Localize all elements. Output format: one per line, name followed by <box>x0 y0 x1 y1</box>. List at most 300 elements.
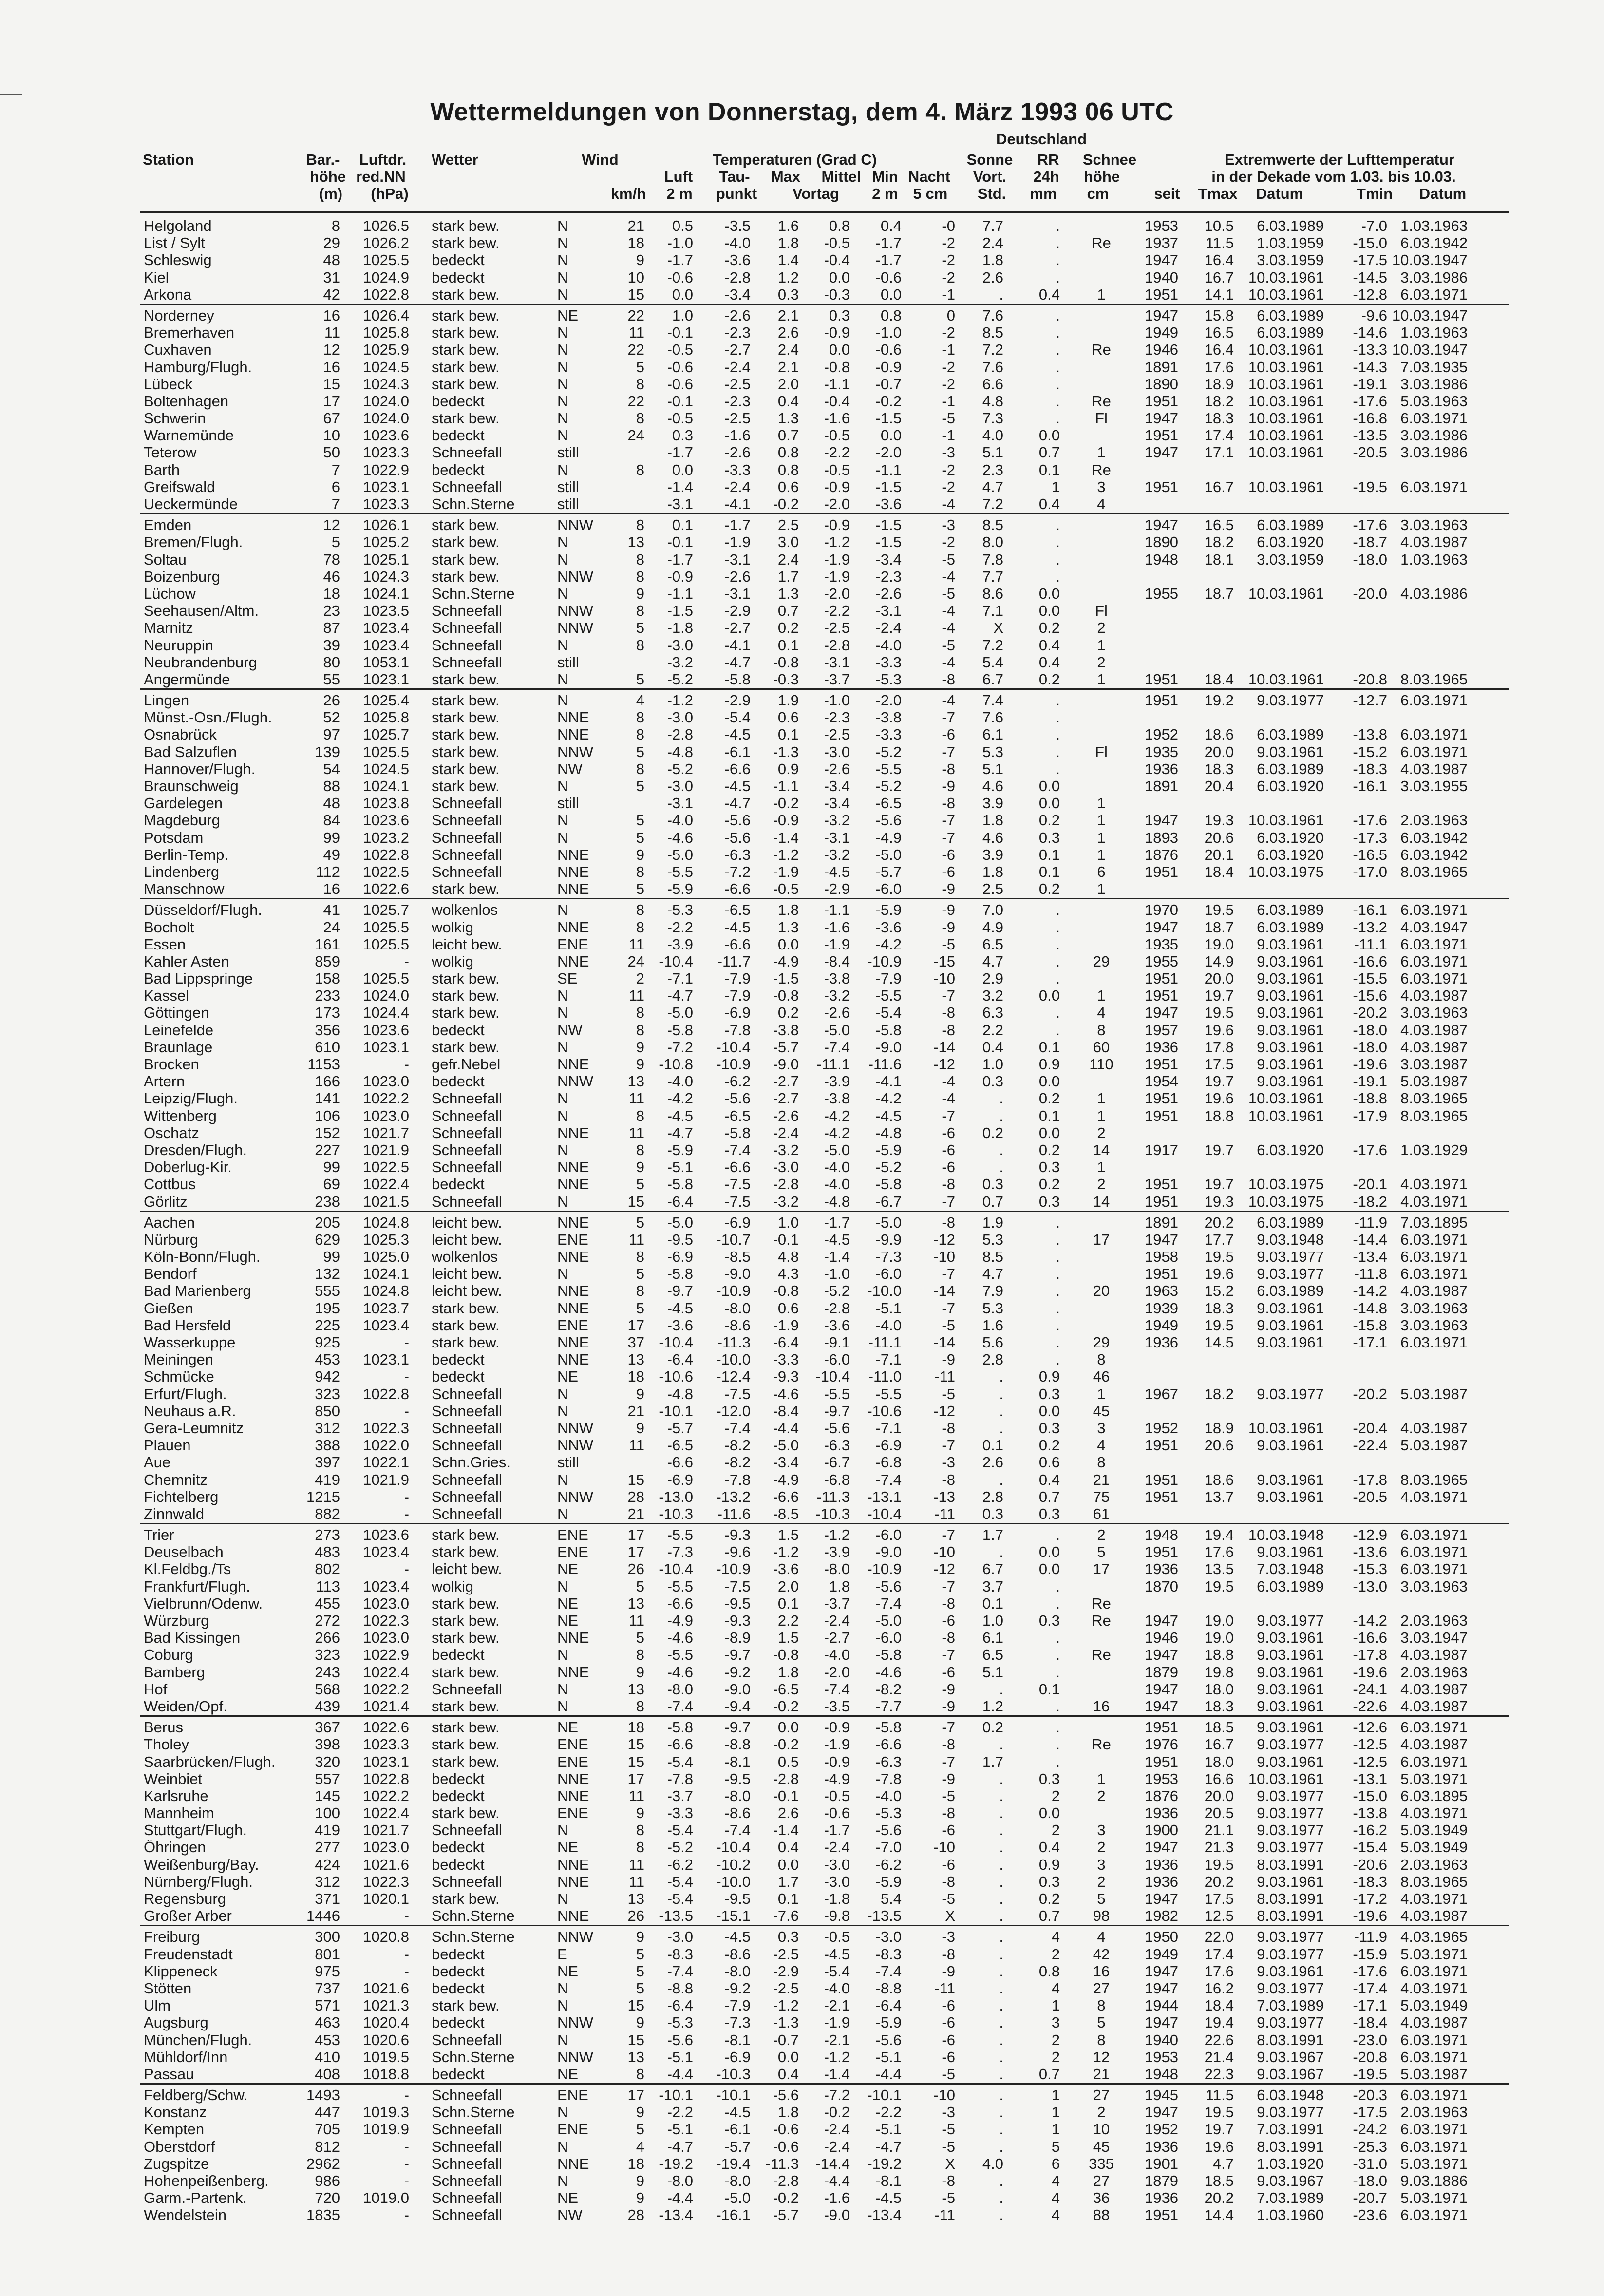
wind-direction: N <box>557 2031 568 2049</box>
table-row <box>140 426 1509 443</box>
wind-speed: 5 <box>636 1962 644 1980</box>
station-height: 882 <box>315 1505 340 1522</box>
header-sun-2: Vort. <box>973 168 1007 185</box>
sunshine: 4.8 <box>982 392 1003 410</box>
dew-point: -7.9 <box>724 970 751 987</box>
temp-air: -2.8 <box>667 726 693 743</box>
temp-min: -4.8 <box>875 1124 902 1141</box>
station-height: 24 <box>323 918 340 936</box>
sunshine: 2.2 <box>982 1021 1003 1039</box>
tmax-value: 21.1 <box>1204 1822 1234 1839</box>
temp-min: -4.4 <box>875 2065 902 2083</box>
pressure: 1022.8 <box>363 846 409 863</box>
temp-night: -10 <box>933 1839 955 1856</box>
sunshine: 4.7 <box>982 1265 1003 1283</box>
precipitation: 0.0 <box>1038 1402 1060 1420</box>
tmin-value: -20.2 <box>1353 1004 1387 1022</box>
tmin-date: 5.03.1949 <box>1400 1997 1468 2014</box>
precipitation: . <box>1056 306 1060 324</box>
wind-direction: ENE <box>557 1316 588 1334</box>
tmin-date: 4.03.1971 <box>1400 1193 1468 1210</box>
temp-air: -5.5 <box>667 1577 693 1595</box>
tmin-value: -23.6 <box>1353 2206 1387 2224</box>
temp-max: 0.9 <box>777 760 799 778</box>
dew-point: -4.0 <box>724 234 751 252</box>
tmin-date: 7.03.1895 <box>1400 1214 1468 1231</box>
station-height: 439 <box>315 1697 340 1715</box>
dew-point: -10.0 <box>716 1873 751 1890</box>
sunshine: 0.3 <box>982 1505 1003 1522</box>
tmin-date: 3.03.1947 <box>1400 1629 1468 1647</box>
tmin-date: 8.03.1965 <box>1400 1090 1468 1107</box>
temp-night: -7 <box>942 1299 955 1317</box>
weather-desc: Schneefall <box>432 1822 502 1839</box>
wind-direction: NNW <box>557 602 594 620</box>
dew-point: -2.4 <box>724 478 751 495</box>
precipitation: 4 <box>1051 2206 1060 2224</box>
tmax-value: 19.2 <box>1204 692 1234 709</box>
weather-desc: Schneefall <box>432 2206 502 2224</box>
wind-speed: 18 <box>627 1719 644 1736</box>
temp-max: 2.5 <box>777 516 799 534</box>
station-name: Brocken <box>144 1056 199 1073</box>
tmax-date: 9.03.1961 <box>1257 1488 1324 1505</box>
tmin-value: -17.1 <box>1353 1997 1387 2014</box>
temp-mean: -6.7 <box>824 1454 850 1471</box>
dew-point: -7.8 <box>724 1021 751 1039</box>
header-rr-2: 24h <box>1033 168 1059 185</box>
tmax-value: 11.5 <box>1205 2087 1234 2104</box>
tmax-value: 19.5 <box>1204 1316 1234 1334</box>
precipitation: . <box>1056 1334 1060 1351</box>
temp-max: 2.6 <box>777 1804 799 1822</box>
precipitation: . <box>1056 1214 1060 1231</box>
tmin-date: 6.03.1971 <box>1400 2087 1468 2104</box>
temp-min: -3.6 <box>875 495 902 512</box>
station-name: Weißenburg/Bay. <box>144 1856 259 1873</box>
precipitation: 0.2 <box>1038 812 1060 829</box>
wind-direction: ENE <box>557 1231 588 1248</box>
temp-air: -5.0 <box>667 1214 693 1231</box>
temp-night: -9 <box>942 918 955 936</box>
temp-min: -4.1 <box>875 1073 902 1090</box>
temp-night: -8 <box>942 1419 955 1437</box>
wind-speed: 9 <box>636 251 644 269</box>
temp-min: -3.0 <box>875 1928 902 1946</box>
pressure: 1025.5 <box>363 743 409 760</box>
station-name: Teterow <box>144 444 197 461</box>
wind-direction: N <box>557 375 568 393</box>
station-name: Bamberg <box>144 1663 205 1681</box>
wind-direction: E <box>557 1945 567 1963</box>
tmax-value: 20.0 <box>1204 970 1234 987</box>
station-name: Würzburg <box>144 1612 209 1629</box>
station-name: Stuttgart/Flugh. <box>144 1822 247 1839</box>
table-row <box>140 1140 1509 1157</box>
since-year: 1947 <box>1145 918 1178 936</box>
tmin-value: -13.3 <box>1353 341 1387 359</box>
tmax-value: 19.0 <box>1204 935 1234 953</box>
pressure: 1020.4 <box>363 2014 409 2031</box>
since-year: 1951 <box>1145 2206 1178 2224</box>
temp-min: -5.9 <box>875 2014 902 2031</box>
wind-direction: NNW <box>557 568 594 585</box>
tmin-value: -15.6 <box>1353 987 1387 1005</box>
temp-night: -7 <box>942 1193 955 1210</box>
sunshine: . <box>999 1804 1003 1822</box>
temp-mean: -2.4 <box>824 2138 850 2155</box>
tmin-date: 6.03.1971 <box>1400 1560 1468 1578</box>
dew-point: -8.0 <box>724 1787 751 1804</box>
temp-air: -10.1 <box>659 1402 693 1420</box>
temp-mean: -4.8 <box>824 1193 850 1210</box>
tmax-value: 20.2 <box>1204 2189 1234 2207</box>
station-name: Meiningen <box>144 1351 214 1368</box>
temp-night: -2 <box>942 268 955 286</box>
station-name: Zinnwald <box>144 1505 205 1522</box>
wind-speed: 8 <box>636 568 644 585</box>
tmin-value: -17.6 <box>1353 1141 1387 1158</box>
table-row <box>140 233 1509 250</box>
precipitation: . <box>1056 1594 1060 1612</box>
wind-direction: N <box>557 217 568 234</box>
temp-mean: -5.5 <box>824 1385 850 1403</box>
wind-direction: N <box>557 251 568 269</box>
tmin-value: -20.5 <box>1353 1488 1387 1505</box>
tmin-value: -15.8 <box>1353 1316 1387 1334</box>
temp-min: -9.0 <box>875 1038 902 1056</box>
snow-depth: 8 <box>1097 1997 1106 2014</box>
wind-direction: still <box>557 795 579 812</box>
snow-depth: Fl <box>1095 743 1108 760</box>
temp-max: -8.4 <box>773 1402 799 1420</box>
dew-point: -8.6 <box>724 1316 751 1334</box>
temp-max: -1.9 <box>773 863 799 880</box>
temp-max: -2.6 <box>773 1107 799 1124</box>
tmax-date: 9.03.1977 <box>1257 1385 1324 1403</box>
tmax-value: 19.7 <box>1204 1141 1234 1158</box>
precipitation: . <box>1056 516 1060 534</box>
since-year: 1949 <box>1145 324 1178 342</box>
table-row <box>140 1055 1509 1072</box>
dew-point: -9.0 <box>724 1680 751 1698</box>
sunshine: . <box>999 1928 1003 1946</box>
station-height: 233 <box>315 987 340 1005</box>
temp-mean: -2.0 <box>824 585 850 602</box>
tmin-value: -15.0 <box>1353 234 1387 252</box>
dew-point: -4.5 <box>724 918 751 936</box>
since-year: 1951 <box>1145 987 1178 1005</box>
tmax-date: 9.03.1961 <box>1257 1873 1324 1890</box>
table-row <box>140 1350 1509 1367</box>
weather-desc: Schneefall <box>432 2087 502 2104</box>
temp-max: -0.6 <box>773 2138 799 2155</box>
sunshine: 4.6 <box>982 829 1003 846</box>
since-year: 1947 <box>1145 1004 1178 1022</box>
station-height: 323 <box>315 1646 340 1664</box>
temp-night: -9 <box>942 778 955 795</box>
sunshine: 7.2 <box>982 636 1003 654</box>
tmax-value: 20.1 <box>1204 846 1234 863</box>
table-row <box>140 1628 1509 1645</box>
temp-min: -4.2 <box>875 1090 902 1107</box>
temp-air: -8.0 <box>667 1680 693 1698</box>
station-height: 50 <box>323 444 340 461</box>
dew-point: -5.6 <box>724 1090 751 1107</box>
since-year: 1947 <box>1145 410 1178 427</box>
snow-depth: 98 <box>1093 1907 1110 1925</box>
weather-desc: Schneefall <box>432 653 502 671</box>
header-sun-1: Sonne <box>966 151 1013 168</box>
table-row <box>140 670 1509 687</box>
temp-night: -5 <box>942 2121 955 2138</box>
station-name: Arkona <box>144 285 192 303</box>
temp-max: -3.4 <box>773 1454 799 1471</box>
pressure: 1022.1 <box>363 1454 409 1471</box>
since-year: 1936 <box>1145 2189 1178 2207</box>
station-height: 705 <box>315 2121 340 2138</box>
tmax-value: 18.8 <box>1204 1107 1234 1124</box>
tmax-value: 11.5 <box>1205 234 1234 252</box>
temp-max: 2.2 <box>777 1612 799 1629</box>
station-name: Feldberg/Schw. <box>144 2087 248 2104</box>
table-row <box>140 1003 1509 1020</box>
dew-point: -10.9 <box>716 1282 751 1300</box>
weather-desc: bedeckt <box>432 1979 485 1997</box>
pressure: 1025.7 <box>363 901 409 919</box>
temp-min: -5.6 <box>875 1822 902 1839</box>
pressure: 1022.0 <box>363 1437 409 1454</box>
sunshine: 6.7 <box>982 1560 1003 1578</box>
tmax-date: 10.03.1961 <box>1248 392 1324 410</box>
snow-depth: 4 <box>1097 1004 1106 1022</box>
temp-max: -4.9 <box>773 952 799 970</box>
weather-desc: stark bew. <box>432 1629 500 1647</box>
temp-max: -5.0 <box>773 1437 799 1454</box>
precipitation: . <box>1056 1265 1060 1283</box>
station-name: Münst.-Osn./Flugh. <box>144 709 272 726</box>
temp-night: -6 <box>942 1663 955 1681</box>
dew-point: -7.5 <box>724 1577 751 1595</box>
temp-min: -1.5 <box>875 478 902 495</box>
temp-air: -7.2 <box>667 1038 693 1056</box>
table-row <box>140 1487 1509 1504</box>
pressure: 1021.9 <box>363 1471 409 1488</box>
temp-max: -8.5 <box>773 1505 799 1522</box>
tmax-value: 18.3 <box>1204 1697 1234 1715</box>
temp-mean: -0.6 <box>824 1804 850 1822</box>
wind-direction: N <box>557 1505 568 1522</box>
dew-point: -2.6 <box>724 306 751 324</box>
tmax-value: 20.6 <box>1204 1437 1234 1454</box>
since-year: 1976 <box>1145 1736 1178 1753</box>
pressure: 1019.5 <box>363 2048 409 2066</box>
temp-max: -0.2 <box>773 2189 799 2207</box>
pressure: 1021.5 <box>363 1193 409 1210</box>
tmin-value: -17.2 <box>1353 1890 1387 1907</box>
temp-night: -5 <box>942 2065 955 2083</box>
weather-desc: Schn.Sterne <box>432 2048 515 2066</box>
tmax-date: 9.03.1961 <box>1257 1697 1324 1715</box>
table-row <box>140 477 1509 494</box>
header-prev-day: Vortag <box>793 185 839 202</box>
weather-desc: bedeckt <box>432 251 485 269</box>
temp-max: 0.4 <box>777 392 799 410</box>
temp-air: -0.6 <box>667 268 693 286</box>
dew-point: -5.6 <box>724 812 751 829</box>
wind-direction: NE <box>557 1839 579 1856</box>
snow-depth: 8 <box>1097 1021 1106 1039</box>
tmax-value: 17.4 <box>1204 1945 1234 1963</box>
temp-air: -5.4 <box>667 1873 693 1890</box>
dew-point: -6.5 <box>724 901 751 919</box>
temp-min: -11.1 <box>868 1334 902 1351</box>
dew-point: -7.8 <box>724 1471 751 1488</box>
sunshine: 5.1 <box>982 760 1003 778</box>
temp-max: -1.2 <box>773 1997 799 2014</box>
temp-air: -3.7 <box>667 1787 693 1804</box>
tmax-date: 9.03.1967 <box>1257 2172 1324 2189</box>
precipitation: . <box>1056 217 1060 234</box>
station-height: 6 <box>331 478 340 495</box>
wind-direction: still <box>557 495 579 512</box>
temp-night: -8 <box>942 1214 955 1231</box>
snow-depth: 2 <box>1097 1787 1106 1804</box>
sunshine: 3.2 <box>982 987 1003 1005</box>
sunshine: 0.2 <box>982 1124 1003 1141</box>
table-row <box>140 777 1509 794</box>
snow-depth: 1 <box>1097 285 1106 303</box>
sunshine: . <box>999 2031 1003 2049</box>
tmax-value: 10.5 <box>1204 217 1234 234</box>
weather-desc: Schneefall <box>432 1680 502 1698</box>
temp-air: -4.9 <box>667 1612 693 1629</box>
table-row <box>140 250 1509 267</box>
wind-speed: 22 <box>627 392 644 410</box>
temp-max: 0.1 <box>777 636 799 654</box>
wind-direction: N <box>557 2104 568 2121</box>
temp-mean: -1.6 <box>824 2189 850 2207</box>
temp-min: -10.9 <box>867 952 902 970</box>
temp-max: -0.2 <box>773 1697 799 1715</box>
wind-direction: NE <box>557 1368 579 1385</box>
table-row <box>140 2205 1509 2222</box>
temp-min: -6.2 <box>875 1856 902 1873</box>
station-name: Bad Lippspringe <box>144 970 253 987</box>
group-divider <box>140 1714 1509 1718</box>
sunshine: 4.7 <box>982 478 1003 495</box>
sunshine: . <box>999 1873 1003 1890</box>
tmin-date: 5.03.1963 <box>1400 392 1468 410</box>
temp-night: -4 <box>942 619 955 637</box>
station-name: Oschatz <box>144 1124 199 1141</box>
station-height: 12 <box>323 516 340 534</box>
station-height: 272 <box>315 1612 340 1629</box>
precipitation: . <box>1056 410 1060 427</box>
wind-speed: 11 <box>628 1856 644 1873</box>
table-row <box>140 1979 1509 1996</box>
station-height: 629 <box>315 1231 340 1248</box>
temp-min: -5.7 <box>875 863 902 880</box>
temp-air: -5.5 <box>667 1526 693 1544</box>
dew-point: -6.6 <box>724 1158 751 1176</box>
pressure: - <box>404 2206 409 2224</box>
tmin-value: -20.2 <box>1353 1385 1387 1403</box>
weather-desc: stark bew. <box>432 234 500 252</box>
temp-mean: -3.8 <box>824 970 850 987</box>
temp-mean: -7.2 <box>824 2087 850 2104</box>
temp-air: -4.7 <box>667 2138 693 2155</box>
tmin-value: -11.9 <box>1354 1928 1387 1946</box>
tmin-date: 8.03.1965 <box>1400 863 1468 880</box>
sunshine: 1.8 <box>982 812 1003 829</box>
tmax-value: 19.6 <box>1204 1021 1234 1039</box>
precipitation: 3 <box>1051 2014 1060 2031</box>
temp-max: 0.2 <box>777 1004 799 1022</box>
since-year: 1947 <box>1145 1680 1178 1698</box>
temp-mean: -1.7 <box>824 1214 850 1231</box>
tmin-value: -25.3 <box>1353 2138 1387 2155</box>
table-row <box>140 1735 1509 1752</box>
temp-air: -9.7 <box>667 1282 693 1300</box>
sunshine: 1.7 <box>982 1753 1003 1770</box>
temp-max: -6.5 <box>773 1680 799 1698</box>
sunshine: . <box>999 1368 1003 1385</box>
snow-depth: 1 <box>1097 1770 1106 1787</box>
since-year: 1955 <box>1145 952 1178 970</box>
station-height: 942 <box>315 1368 340 1385</box>
wind-direction: still <box>557 1454 579 1471</box>
sunshine: . <box>999 1907 1003 1925</box>
temp-max: 0.6 <box>777 709 799 726</box>
wind-direction: NW <box>557 760 583 778</box>
weather-desc: bedeckt <box>432 2065 485 2083</box>
station-height: 195 <box>315 1299 340 1317</box>
temp-max: -3.0 <box>773 1158 799 1176</box>
temp-max: -0.2 <box>773 1736 799 1753</box>
tmax-date: 9.03.1961 <box>1257 1299 1324 1317</box>
tmax-value: 20.0 <box>1204 1787 1234 1804</box>
tmax-date: 9.03.1961 <box>1257 1038 1324 1056</box>
tmin-date: 4.03.1971 <box>1400 1979 1468 1997</box>
tmax-date: 8.03.1991 <box>1257 1856 1324 1873</box>
tmax-date: 9.03.1977 <box>1257 1928 1324 1946</box>
temp-min: -3.4 <box>875 550 902 568</box>
table-row <box>140 1157 1509 1175</box>
wind-direction: N <box>557 2172 568 2189</box>
temp-min: -4.0 <box>875 1787 902 1804</box>
sunshine: 4.0 <box>982 2155 1003 2172</box>
weather-desc: Schneefall <box>432 829 502 846</box>
since-year: 1946 <box>1145 1629 1178 1647</box>
wind-speed: 8 <box>636 636 644 654</box>
station-height: 455 <box>315 1594 340 1612</box>
weather-desc: wolkig <box>432 1577 474 1595</box>
temp-night: 0 <box>946 306 955 324</box>
temp-night: -12 <box>933 1056 955 1073</box>
pressure: - <box>404 1368 409 1385</box>
temp-night: -8 <box>942 1736 955 1753</box>
wind-direction: NNE <box>557 1770 589 1787</box>
temp-max: 1.4 <box>777 251 799 269</box>
temp-mean: -0.5 <box>824 1787 850 1804</box>
tmax-date: 9.03.1961 <box>1257 1437 1324 1454</box>
precipitation: 0.9 <box>1038 1368 1060 1385</box>
temp-night: -9 <box>942 1770 955 1787</box>
tmin-date: 3.03.1963 <box>1400 1577 1468 1595</box>
tmin-value: -15.5 <box>1353 970 1387 987</box>
weather-desc: leicht bew. <box>432 935 502 953</box>
